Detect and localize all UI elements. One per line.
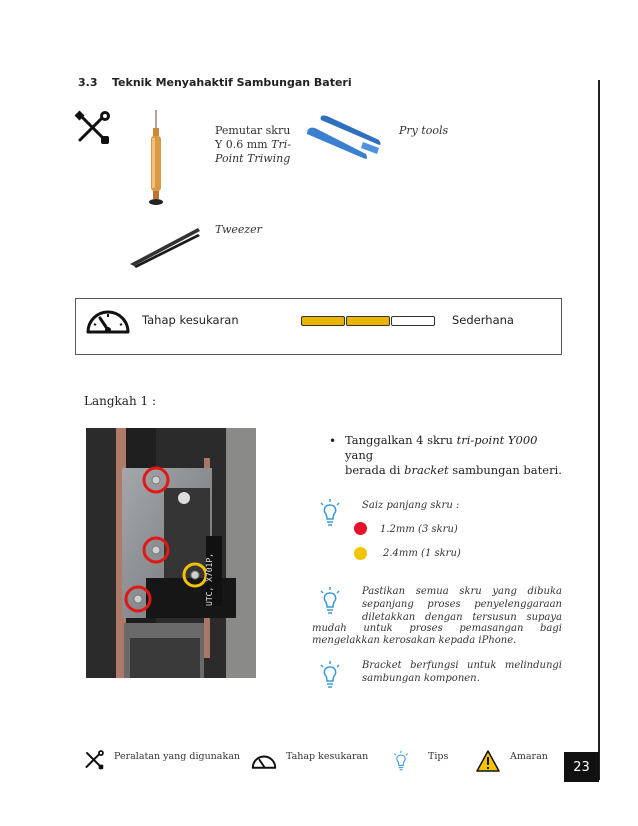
tip1-item-2: 2.4mm (1 skru) bbox=[383, 548, 461, 559]
yellow-dot-marker bbox=[354, 547, 367, 560]
bullet-2b: bracket bbox=[404, 463, 449, 477]
tip3-block bbox=[362, 659, 562, 685]
step-title: Langkah 1 : bbox=[84, 394, 156, 408]
bullet-1b: tri-point Y000 bbox=[456, 433, 538, 447]
tip3-line-1: Bracket berfungsi untuk melindungi bbox=[362, 660, 562, 671]
bullet-dot: • bbox=[329, 434, 337, 448]
footer-gauge-icon bbox=[250, 752, 278, 770]
footer-tips-label: Tips bbox=[428, 751, 449, 762]
footer-warning-label: Amaran bbox=[510, 751, 548, 762]
tip2-line-5: mengelakkan kerosakan kepada iPhone. bbox=[312, 635, 517, 646]
section-title: Teknik Menyahaktif Sambungan Bateri bbox=[112, 76, 352, 89]
tip2-line-1: Pastikan semua skru yang dibuka bbox=[362, 586, 562, 597]
tip2-line-3: diletakkan dengan tersusun supaya bbox=[362, 612, 562, 623]
difficulty-bar-2 bbox=[346, 316, 390, 326]
lightbulb-icon bbox=[318, 498, 342, 528]
bullet-1a: Tanggalkan 4 skru bbox=[345, 433, 457, 447]
footer-lightbulb-icon bbox=[392, 750, 410, 772]
footer-difficulty-label: Tahap kesukaran bbox=[286, 751, 369, 762]
lightbulb-icon bbox=[318, 660, 342, 690]
tip1-title: Saiz panjang skru : bbox=[362, 500, 460, 511]
bullet-line-1 bbox=[345, 433, 565, 463]
pry-tools-label: Pry tools bbox=[399, 124, 449, 137]
battery-bracket-photo bbox=[86, 428, 256, 678]
tip2-line-4: mudah untuk proses pemasangan bagi bbox=[312, 623, 562, 634]
screwdriver-label-line1: Pemutar skru bbox=[215, 124, 291, 137]
tip2-block-a bbox=[362, 585, 562, 624]
step-photo bbox=[86, 428, 256, 678]
bullet-line-2 bbox=[345, 463, 565, 478]
difficulty-bar-3 bbox=[391, 316, 435, 326]
photo-label: UTC, X701P, bbox=[205, 553, 214, 606]
difficulty-label: Tahap kesukaran bbox=[142, 313, 239, 327]
tip3-line-2: sambungan komponen. bbox=[362, 673, 480, 684]
screwdriver-image bbox=[144, 108, 168, 208]
screwdriver-type-b: Point Triwing bbox=[215, 152, 291, 165]
page-number: 23 bbox=[564, 752, 599, 782]
section-number: 3.3 bbox=[78, 76, 98, 89]
warning-icon bbox=[476, 750, 500, 772]
footer-tools-label: Peralatan yang digunakan bbox=[114, 751, 241, 762]
margin-rule bbox=[598, 80, 600, 780]
bullet-1c: yang bbox=[345, 448, 374, 462]
screwdriver-label bbox=[215, 124, 291, 166]
tip2-line-2: sepanjang proses penyelenggaraan bbox=[362, 599, 562, 610]
bullet-2c: sambungan bateri. bbox=[448, 463, 562, 477]
bullet-2a: berada di bbox=[345, 463, 405, 477]
tip1-item-1: 1.2mm (3 skru) bbox=[380, 524, 458, 535]
difficulty-bar-1 bbox=[301, 316, 345, 326]
screwdriver-label-line2 bbox=[215, 138, 291, 152]
lightbulb-icon bbox=[318, 586, 342, 616]
tweezer-label: Tweezer bbox=[215, 223, 262, 236]
footer-tools-icon bbox=[83, 749, 105, 771]
tweezer-image bbox=[128, 224, 202, 268]
pry-tools-image bbox=[303, 114, 383, 166]
gauge-icon bbox=[84, 304, 132, 336]
screwdriver-size: Y 0.6 mm bbox=[215, 138, 272, 151]
bullet-text bbox=[345, 433, 565, 478]
tools-icon bbox=[74, 110, 112, 146]
difficulty-value: Sederhana bbox=[452, 313, 514, 327]
red-dot-marker bbox=[354, 522, 367, 535]
screwdriver-type-a: Tri- bbox=[271, 138, 291, 151]
